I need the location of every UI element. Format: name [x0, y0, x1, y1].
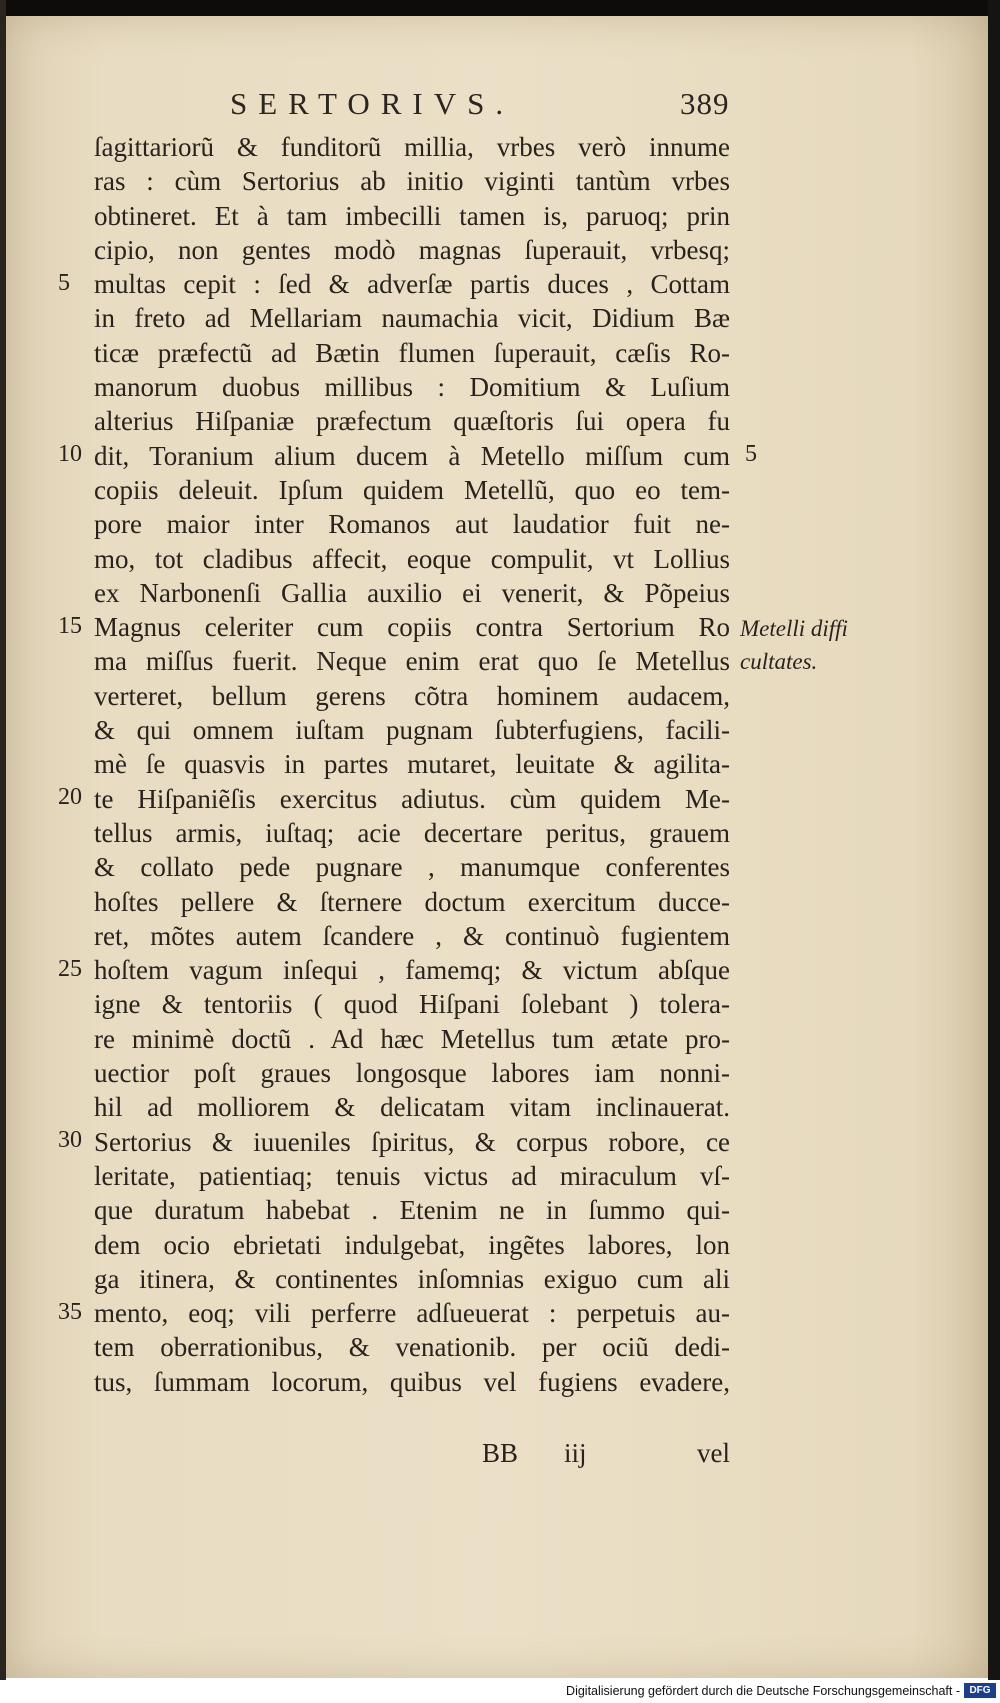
line-number-25: 25	[58, 956, 82, 982]
text-line-14: ex Narbonenſi Gallia auxilio ei venerit, & Põpeius	[94, 577, 730, 608]
page-number: 389	[680, 86, 730, 121]
text-line-24: ret, mõtes autem ſcandere , & continuò fugientem	[94, 920, 730, 951]
catchword: vel	[697, 1438, 730, 1468]
text-line-7: ticæ præfectũ ad Bætin flumen ſuperauit, cæſis Ro-	[94, 337, 730, 368]
text-line-9: alterius Hiſpaniæ præfectum quæſtoris ſui opera fu	[94, 406, 730, 437]
text-line-15: Magnus celeriter cum copiis contra Sertorium Ro	[94, 612, 730, 643]
text-line-30: Sertorius & iuueniles ſpiritus, & corpus robore, ce	[94, 1126, 730, 1157]
main-text-block	[94, 130, 730, 1399]
text-line-16: ma miſſus fuerit. Neque enim erat quo ſe Metellus	[94, 646, 730, 677]
text-line-23: hoſtes pellere & ſternere doctum exercitum ducce-	[94, 886, 730, 917]
text-line-26: igne & tentoriis ( quod Hiſpani ſolebant ) tolera-	[94, 989, 730, 1020]
text-line-36: tem oberrationibus, & venationib. per ociũ dedi-	[94, 1332, 730, 1363]
text-line-21: tellus armis, iuſtaq; acie decertare peritus, grauem	[94, 817, 730, 848]
line-number-5: 5	[58, 270, 70, 296]
text-line-34: ga itinera, & continentes inſomnias exiguo cum ali	[94, 1263, 730, 1294]
line-number-20: 20	[58, 784, 82, 810]
text-line-17: verteret, bellum gerens cõtra hominem audacem,	[94, 680, 730, 711]
text-line-29: hil ad molliorem & delicatam vitam inclinauerat.	[94, 1092, 730, 1123]
text-line-18: & qui omnem iuſtam pugnam ſubterfugiens, facili-	[94, 715, 730, 746]
running-head: SERTORIVS.	[230, 86, 515, 121]
text-line-3: obtineret. Et à tam imbecilli tamen is, paruoq; prin	[94, 200, 730, 231]
text-line-35: mento, eoq; vili perferre adſueuerat : perpetuis au-	[94, 1298, 730, 1329]
text-line-6: in freto ad Mellariam naumachia vicit, Didium Bæ	[94, 303, 730, 334]
text-line-1: ſagittariorũ & funditorũ millia, vrbes verò innume	[94, 132, 730, 162]
text-line-13: mo, tot cladibus affecit, eoque compulit, vt Lollius	[94, 543, 730, 574]
text-line-19: mè ſe quasvis in partes mutaret, leuitate & agilita-	[94, 749, 730, 780]
text-line-20: te Hiſpaniẽſis exercitus adiutus. cùm quidem Me-	[94, 783, 730, 814]
marginal-note-line-1: Metelli diffi	[740, 616, 848, 641]
line-number-15: 15	[58, 613, 82, 639]
marginal-note	[740, 612, 880, 678]
line-number-35: 35	[58, 1299, 82, 1325]
text-line-2: ras : cùm Sertorius ab initio viginti tantùm vrbes	[94, 166, 730, 197]
scan-border-right	[988, 0, 1000, 1680]
text-line-33: dem ocio ebrietati indulgebat, ingẽtes labores, lon	[94, 1229, 730, 1260]
text-line-28: uectior poſt graues longosque labores iam nonni-	[94, 1058, 730, 1089]
text-line-12: pore maior inter Romanos aut laudatior fuit ne-	[94, 509, 730, 540]
text-line-37: tus, ſummam locorum, quibus vel fugiens evadere,	[94, 1366, 730, 1397]
line-number-10: 10	[58, 441, 82, 467]
line-number-30: 30	[58, 1127, 82, 1153]
text-line-32: que duratum habebat . Etenim ne in ſummo qui-	[94, 1195, 730, 1226]
text-line-22: & collato pede pugnare , manumque conferentes	[94, 852, 730, 883]
text-line-27: re minimè doctũ . Ad hæc Metellus tum ætate pro-	[94, 1023, 730, 1054]
text-line-10: dit, Toranium alium ducem à Metello miſſum cum	[94, 440, 730, 471]
signature-line	[94, 1438, 730, 1472]
marginal-note-line-2: cultates.	[740, 649, 818, 674]
right-margin-line-number: 5	[745, 441, 757, 467]
scan-border-top	[0, 0, 1000, 16]
text-line-5: multas cepit : ſed & adverſæ partis duces , Cottam	[94, 269, 730, 300]
dfg-logo-icon: DFG	[964, 1683, 996, 1698]
text-line-4: cipio, non gentes modò magnas ſuperauit, vrbesq;	[94, 234, 730, 265]
digitization-footer	[0, 1680, 1000, 1703]
text-line-25: hoſtem vagum inſequi , famemq; & victum abſque	[94, 955, 730, 986]
signature-mark: BB	[482, 1438, 519, 1468]
text-line-31: leritate, patientiaq; tenuis victus ad miraculum vſ-	[94, 1160, 730, 1191]
signature-page: iij	[564, 1438, 587, 1468]
digitization-credit: Digitalisierung gefördert durch die Deutsche Forschungsgemeinschaft -	[566, 1684, 960, 1698]
text-line-11: copiis deleuit. Ipſum quidem Metellũ, quo eo tem-	[94, 474, 730, 505]
text-line-8: manorum duobus millibus : Domitium & Luſium	[94, 372, 730, 403]
